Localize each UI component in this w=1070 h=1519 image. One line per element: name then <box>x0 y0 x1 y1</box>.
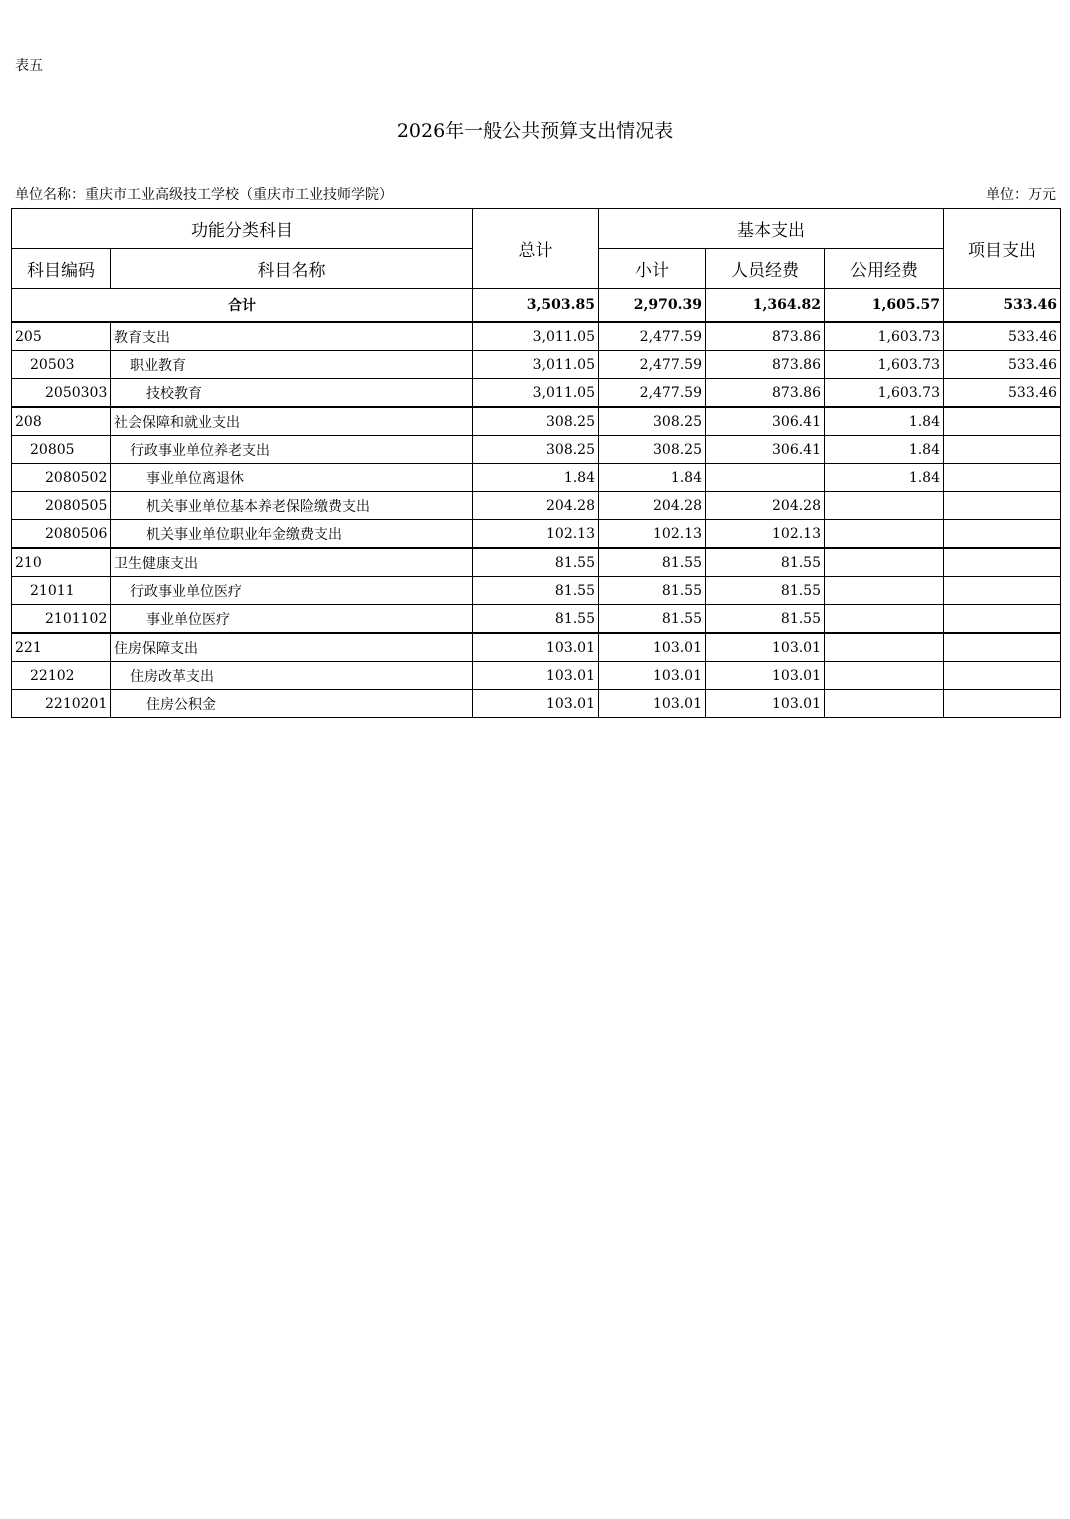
cell-personnel: 873.86 <box>706 379 825 408</box>
cell-name: 机关事业单位基本养老保险缴费支出 <box>111 492 473 520</box>
cell-subtotal: 81.55 <box>599 548 706 577</box>
cell-personnel: 103.01 <box>706 633 825 662</box>
cell-personnel: 103.01 <box>706 690 825 718</box>
table-row <box>12 351 1061 379</box>
cell-public <box>825 548 944 577</box>
total-project: 533.46 <box>944 289 1061 323</box>
cell-project <box>944 548 1061 577</box>
cell-public: 1,603.73 <box>825 379 944 408</box>
cell-project: 533.46 <box>944 351 1061 379</box>
cell-project: 533.46 <box>944 379 1061 408</box>
cell-code: 22102 <box>12 662 111 690</box>
cell-public <box>825 605 944 634</box>
cell-subtotal: 81.55 <box>599 605 706 634</box>
cell-total: 308.25 <box>473 407 599 436</box>
cell-code: 2101102 <box>12 605 111 634</box>
cell-code: 2080502 <box>12 464 111 492</box>
cell-total: 1.84 <box>473 464 599 492</box>
cell-name: 机关事业单位职业年金缴费支出 <box>111 520 473 549</box>
cell-public: 1.84 <box>825 436 944 464</box>
cell-project <box>944 436 1061 464</box>
cell-code: 210 <box>12 548 111 577</box>
cell-total: 103.01 <box>473 690 599 718</box>
cell-subtotal: 102.13 <box>599 520 706 549</box>
cell-public <box>825 633 944 662</box>
table-row <box>12 605 1061 634</box>
cell-personnel: 873.86 <box>706 351 825 379</box>
header-personnel: 人员经费 <box>706 249 825 289</box>
cell-code: 2080506 <box>12 520 111 549</box>
header-code: 科目编码 <box>12 249 111 289</box>
cell-personnel <box>706 464 825 492</box>
cell-name: 行政事业单位医疗 <box>111 577 473 605</box>
cell-subtotal: 2,477.59 <box>599 322 706 351</box>
cell-subtotal: 81.55 <box>599 577 706 605</box>
cell-subtotal: 103.01 <box>599 690 706 718</box>
cell-name: 教育支出 <box>111 322 473 351</box>
cell-code: 221 <box>12 633 111 662</box>
cell-project <box>944 407 1061 436</box>
cell-name: 住房改革支出 <box>111 662 473 690</box>
cell-personnel: 306.41 <box>706 436 825 464</box>
cell-project <box>944 464 1061 492</box>
cell-total: 3,011.05 <box>473 351 599 379</box>
cell-name: 卫生健康支出 <box>111 548 473 577</box>
header-name: 科目名称 <box>111 249 473 289</box>
cell-name: 住房保障支出 <box>111 633 473 662</box>
table-row <box>12 633 1061 662</box>
cell-total: 3,011.05 <box>473 379 599 408</box>
cell-subtotal: 308.25 <box>599 407 706 436</box>
cell-total: 103.01 <box>473 662 599 690</box>
table-number: 表五 <box>15 58 43 74</box>
cell-code: 205 <box>12 322 111 351</box>
cell-project <box>944 520 1061 549</box>
table-row <box>12 690 1061 718</box>
cell-code: 20503 <box>12 351 111 379</box>
total-row <box>12 289 1061 323</box>
cell-project <box>944 492 1061 520</box>
cell-name: 事业单位医疗 <box>111 605 473 634</box>
table-row <box>12 407 1061 436</box>
cell-subtotal: 103.01 <box>599 662 706 690</box>
header-project: 项目支出 <box>944 209 1061 289</box>
cell-personnel: 306.41 <box>706 407 825 436</box>
cell-project <box>944 577 1061 605</box>
header-subtotal: 小计 <box>599 249 706 289</box>
table-row <box>12 322 1061 351</box>
cell-project <box>944 605 1061 634</box>
page-title: 2026年一般公共预算支出情况表 <box>396 120 674 142</box>
total-public: 1,605.57 <box>825 289 944 323</box>
total-subtotal: 2,970.39 <box>599 289 706 323</box>
cell-code: 2080505 <box>12 492 111 520</box>
cell-project <box>944 633 1061 662</box>
cell-total: 81.55 <box>473 548 599 577</box>
cell-total: 308.25 <box>473 436 599 464</box>
header-total: 总计 <box>473 209 599 289</box>
cell-subtotal: 204.28 <box>599 492 706 520</box>
cell-project <box>944 690 1061 718</box>
cell-public <box>825 577 944 605</box>
table-row <box>12 520 1061 549</box>
cell-subtotal: 308.25 <box>599 436 706 464</box>
cell-name: 事业单位离退休 <box>111 464 473 492</box>
currency-unit: 单位：万元 <box>986 187 1056 203</box>
cell-subtotal: 2,477.59 <box>599 379 706 408</box>
cell-public <box>825 662 944 690</box>
total-personnel: 1,364.82 <box>706 289 825 323</box>
cell-total: 204.28 <box>473 492 599 520</box>
cell-code: 2210201 <box>12 690 111 718</box>
table-row <box>12 662 1061 690</box>
cell-public: 1.84 <box>825 464 944 492</box>
cell-public: 1,603.73 <box>825 322 944 351</box>
cell-total: 81.55 <box>473 605 599 634</box>
table-row <box>12 436 1061 464</box>
cell-total: 3,011.05 <box>473 322 599 351</box>
table-row <box>12 464 1061 492</box>
cell-personnel: 204.28 <box>706 492 825 520</box>
table-row <box>12 492 1061 520</box>
cell-public <box>825 520 944 549</box>
cell-personnel: 873.86 <box>706 322 825 351</box>
cell-personnel: 102.13 <box>706 520 825 549</box>
unit-name: 单位名称：重庆市工业高级技工学校（重庆市工业技师学院） <box>15 187 393 203</box>
cell-name: 行政事业单位养老支出 <box>111 436 473 464</box>
cell-public <box>825 492 944 520</box>
cell-name: 住房公积金 <box>111 690 473 718</box>
budget-table <box>11 208 1061 718</box>
cell-public <box>825 690 944 718</box>
cell-personnel: 81.55 <box>706 605 825 634</box>
total-total: 3,503.85 <box>473 289 599 323</box>
cell-project: 533.46 <box>944 322 1061 351</box>
cell-subtotal: 1.84 <box>599 464 706 492</box>
cell-name: 社会保障和就业支出 <box>111 407 473 436</box>
cell-personnel: 81.55 <box>706 548 825 577</box>
cell-subtotal: 103.01 <box>599 633 706 662</box>
header-function-group: 功能分类科目 <box>12 209 473 249</box>
cell-total: 103.01 <box>473 633 599 662</box>
cell-code: 21011 <box>12 577 111 605</box>
table-row <box>12 379 1061 408</box>
cell-name: 技校教育 <box>111 379 473 408</box>
cell-total: 81.55 <box>473 577 599 605</box>
cell-code: 2050303 <box>12 379 111 408</box>
table-row <box>12 577 1061 605</box>
total-label: 合计 <box>12 289 473 323</box>
table-row <box>12 548 1061 577</box>
cell-subtotal: 2,477.59 <box>599 351 706 379</box>
cell-personnel: 81.55 <box>706 577 825 605</box>
cell-code: 20805 <box>12 436 111 464</box>
cell-name: 职业教育 <box>111 351 473 379</box>
cell-public: 1.84 <box>825 407 944 436</box>
cell-personnel: 103.01 <box>706 662 825 690</box>
cell-total: 102.13 <box>473 520 599 549</box>
header-basic-group: 基本支出 <box>599 209 944 249</box>
cell-public: 1,603.73 <box>825 351 944 379</box>
cell-project <box>944 662 1061 690</box>
cell-code: 208 <box>12 407 111 436</box>
header-public: 公用经费 <box>825 249 944 289</box>
